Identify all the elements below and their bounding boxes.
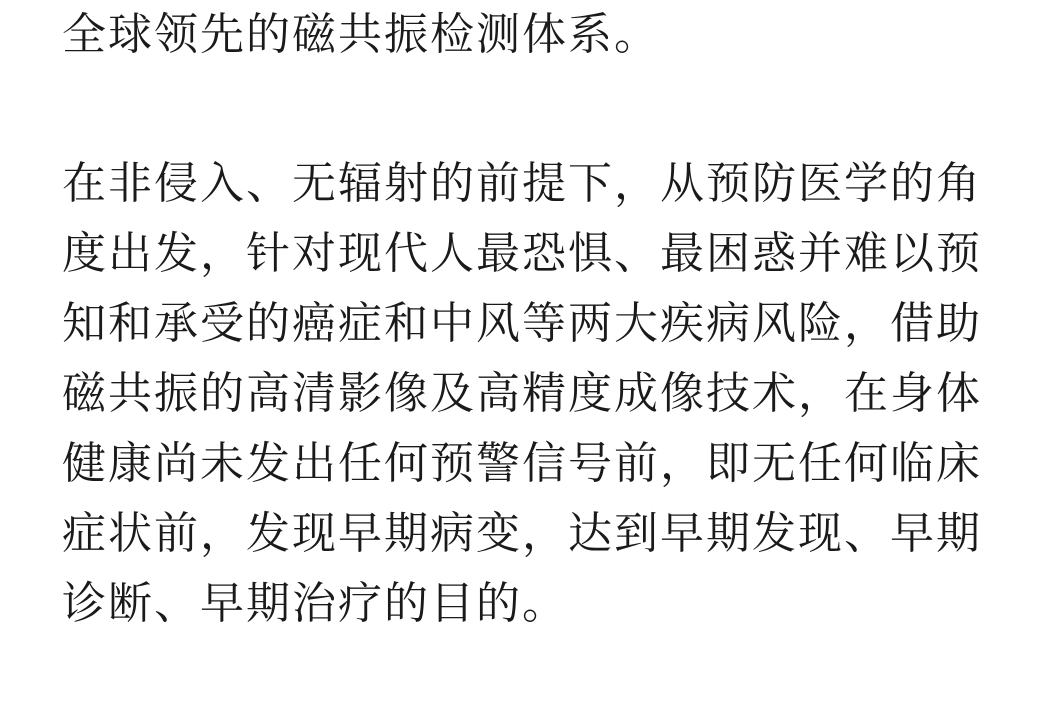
paragraph-body: 在非侵入、无辐射的前提下，从预防医学的角度出发，针对现代人最恐惧、最困惑并难以预知和承受的癌症和中风等两大疾病风险，借助磁共振的高清影像及高精度成像技术，在身体健康尚未发出任何预警信号前，即无任何临床症状前，发现早期病变，达到早期发现、早期诊断、早期治疗的目的。 xyxy=(62,159,982,628)
paragraph-lead: 全球领先的磁共振检测体系。 xyxy=(62,10,660,59)
